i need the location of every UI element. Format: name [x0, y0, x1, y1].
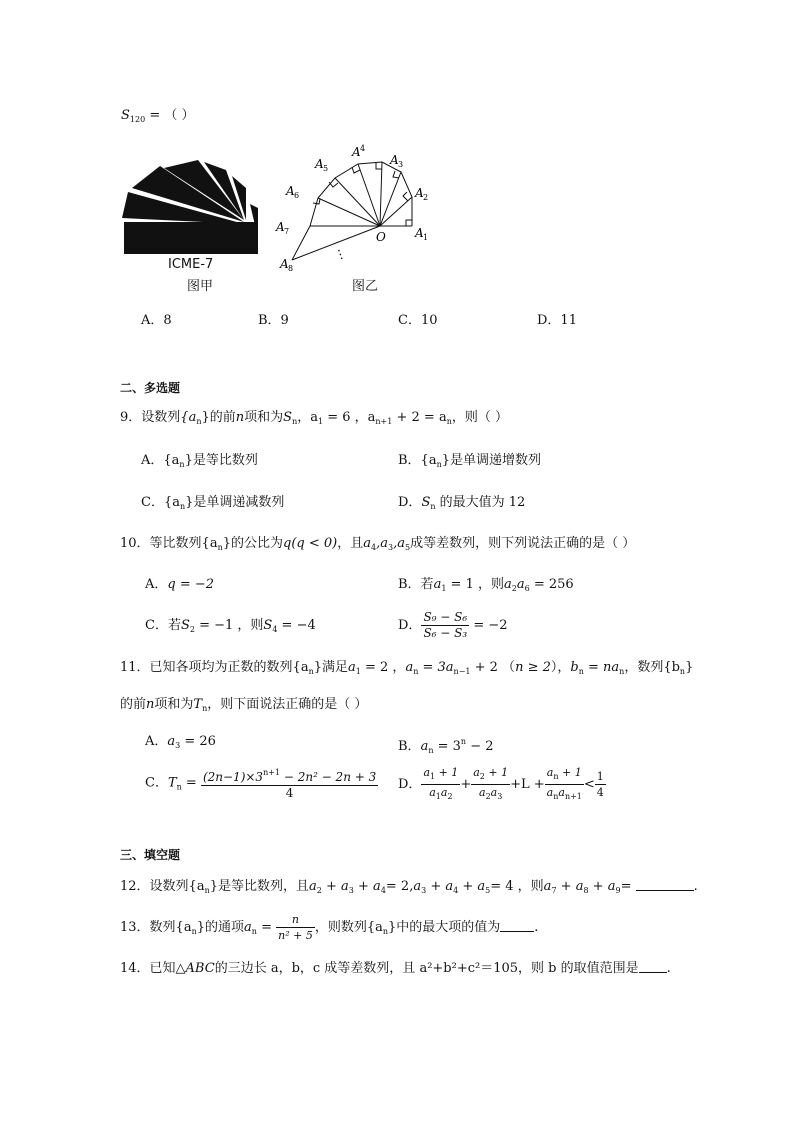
q11-d-frac4-num: 1	[596, 770, 604, 783]
q11-text: 的前	[120, 697, 147, 712]
q13-answer-blank[interactable]	[500, 918, 534, 932]
q9-number: 9．	[120, 410, 142, 425]
q12-math: + a	[556, 879, 584, 894]
q11-b-math: = 3	[433, 739, 461, 754]
q11-sub: n	[679, 667, 686, 676]
figure-yi-spiral	[272, 140, 442, 275]
q9-c-sub: n	[179, 502, 186, 511]
svg-text:2: 2	[423, 193, 429, 202]
q9-text: }	[201, 410, 210, 425]
q12-line	[120, 877, 698, 900]
q9-text: n	[446, 417, 452, 426]
q10-a-label: A．	[145, 577, 168, 592]
q13-text: }的通项	[196, 920, 245, 935]
q10-b-math: = 256	[529, 577, 574, 592]
q10-terms: ,a	[376, 536, 388, 551]
q13-number: 13．	[120, 920, 150, 935]
q10-terms: ,a	[393, 536, 405, 551]
q11-math: T	[193, 697, 203, 712]
q11-sub: 1	[355, 667, 361, 676]
q10-ratio: q(q < 0)	[283, 536, 338, 551]
q13-math: a	[244, 920, 252, 935]
q8-option-d[interactable]: D．11	[537, 313, 577, 328]
q9-b-tail: }是单调递增数列	[441, 453, 542, 468]
q9-text: n	[196, 417, 202, 426]
q10-c-label: C．若	[145, 618, 181, 633]
q11-sub: n	[202, 704, 208, 713]
q8-option-c[interactable]: C．10	[398, 313, 438, 328]
q11-stem-line2	[120, 696, 367, 718]
q9-d-sub: n	[430, 502, 436, 511]
q12-math: + a	[426, 879, 454, 894]
q11-d-frac2	[471, 765, 510, 804]
q8-option-a[interactable]: A．8	[141, 313, 172, 328]
q10-c-sub: 2	[189, 625, 195, 634]
q9-a-text: A．{a	[141, 453, 180, 468]
q11-sub: n−1	[453, 667, 471, 676]
label-a6: A	[286, 184, 295, 198]
q12-sub: 9	[615, 886, 621, 895]
q9-a-tail: }是等比数列	[184, 453, 258, 468]
q12-math: a	[543, 879, 552, 894]
q10-b-sub: 1	[441, 584, 447, 593]
q9-a-sub: n	[179, 460, 185, 469]
q10-b-sub: 2	[511, 584, 517, 593]
q14-answer-blank[interactable]	[639, 959, 667, 973]
q9-option-d[interactable]	[398, 494, 525, 516]
q9-b-sub: n	[436, 460, 442, 469]
q12-sub: 7	[551, 886, 557, 895]
q11-sub: n	[308, 667, 314, 676]
q9-text: n	[235, 410, 245, 425]
q11-math: = na	[583, 660, 620, 675]
figure-jia-logo	[118, 158, 263, 258]
q9-d-text: D．	[398, 495, 422, 510]
q13-line	[120, 912, 538, 948]
q12-math: a	[413, 879, 422, 894]
q13-numerator: n	[276, 912, 315, 928]
q9-option-b[interactable]	[398, 452, 541, 474]
q13-text: 数列{a	[149, 920, 192, 935]
q12-text: = 2,	[385, 879, 414, 894]
q11-c-math: T	[167, 775, 177, 791]
q11-a-math: a	[167, 734, 176, 749]
q12-sub: 4	[453, 886, 459, 895]
q12-text: = 4 ，则	[490, 879, 544, 894]
q12-sub: n	[204, 886, 210, 895]
q9-b-text: B．{a	[398, 453, 437, 468]
q12-math: + a	[458, 879, 486, 894]
q13-sub: n	[191, 927, 197, 936]
q12-sub: 3	[421, 886, 427, 895]
q10-b-math: = 1 ，则	[446, 577, 504, 592]
q9-text: 1	[318, 417, 324, 426]
q10-text: 成等差数列，则下列说法正确的是（ ）	[410, 536, 636, 551]
q10-text: ，且	[337, 536, 364, 551]
q11-text: 已知各项均为正数的数列{a	[149, 660, 309, 675]
q11-sub: n	[619, 667, 625, 676]
q12-text: }是等比数列，且	[209, 879, 310, 894]
q9-d-tail: 的最大值为 12	[435, 495, 526, 510]
q11-b-math: − 2	[466, 739, 494, 754]
q10-sub: 4	[371, 543, 377, 552]
q13-fraction	[276, 912, 315, 943]
q11-c-numerator	[201, 765, 378, 786]
q10-text: }的公比为	[222, 536, 284, 551]
q11-math: a	[405, 660, 414, 675]
q11-a-math: = 26	[180, 734, 216, 749]
label-a5: A	[315, 157, 324, 171]
q11-text: + 2 （	[470, 660, 516, 675]
q10-option-c[interactable]	[145, 617, 316, 639]
q10-option-b[interactable]	[398, 576, 574, 598]
q12-math: a	[309, 879, 317, 894]
q14-text: 的三边长 a，b，c 成等差数列，且 a²+b²+c²＝105，则 b 的取值范围是	[214, 961, 639, 976]
q13-text: .	[534, 920, 539, 935]
q9-text: + 2 = a	[392, 410, 447, 425]
q11-c-numerator-part: − 2n² − 2n + 3	[280, 770, 377, 784]
q9-d-s: S	[421, 495, 431, 510]
icme-logo-text: ICME-7	[168, 257, 214, 272]
q11-text: = 2 ，	[360, 660, 406, 675]
q11-math: a	[348, 660, 356, 675]
continuation-dots: ⋮	[332, 245, 349, 263]
q9-text: {a	[180, 410, 197, 425]
q11-option-c[interactable]	[145, 765, 378, 806]
q12-answer-blank[interactable]	[636, 877, 694, 891]
q11-number: 11．	[120, 660, 150, 675]
q9-text: S	[283, 410, 293, 425]
q11-b-sup: n	[460, 737, 467, 746]
label-o: O	[376, 230, 386, 244]
q11-d-frac1-den: $a_1a_2$	[429, 786, 453, 801]
label-a4: A	[352, 145, 361, 159]
q12-math: + a	[353, 879, 381, 894]
q11-b-math: a	[420, 739, 429, 754]
svg-text:5: 5	[323, 164, 329, 173]
q12-text: 设数列{a	[149, 879, 205, 894]
q11-d-plus: +	[460, 777, 472, 792]
q11-option-a[interactable]	[145, 733, 216, 755]
q11-text: }满足	[313, 660, 349, 675]
q10-b-math: a	[516, 577, 525, 592]
q10-c-math: = −1 ，则	[194, 618, 264, 633]
svg-text:3: 3	[398, 160, 404, 169]
q11-math: n ≥ 2	[515, 660, 551, 675]
q9-text: 设数列	[141, 410, 181, 425]
label-a8: A	[280, 257, 289, 271]
q10-d-label: D．	[398, 618, 422, 633]
q11-d-frac4	[595, 769, 606, 800]
q10-number: 10．	[120, 536, 150, 551]
q11-d-frac1	[421, 765, 460, 804]
s120-symbol: S	[121, 108, 130, 123]
q11-a-label: A．	[145, 734, 168, 749]
q10-c-math: = −4	[277, 618, 316, 633]
svg-text:1: 1	[423, 233, 429, 242]
q14-triangle-name: ABC	[185, 961, 215, 976]
q9-text: n	[292, 417, 298, 426]
q10-terms: a	[363, 536, 372, 551]
q9-text: = 6 ，a	[323, 410, 376, 425]
svg-text:4: 4	[360, 144, 366, 153]
figure-yi-caption: 图乙	[352, 279, 379, 294]
q10-option-d[interactable]	[398, 609, 508, 643]
q10-b-label: B．若	[398, 577, 434, 592]
q12-sub: 5	[485, 886, 491, 895]
q11-c-numerator-part: (2n−1)×3	[202, 770, 264, 784]
q11-stem-line1	[120, 659, 693, 681]
s120-sub: 120	[129, 115, 146, 124]
q11-c-fraction	[201, 765, 378, 801]
q13-denominator: n² + 5	[278, 929, 313, 942]
q14-number: 14．	[120, 961, 150, 976]
q10-b-math: a	[503, 577, 512, 592]
q13-sub: n	[251, 927, 257, 936]
q13-text: =	[256, 920, 277, 935]
q9-text: 的前	[209, 410, 236, 425]
s120-line	[121, 107, 194, 129]
q11-text: ，数列{b	[624, 660, 680, 675]
q9-option-c[interactable]	[141, 494, 284, 516]
q11-sub: n	[413, 667, 419, 676]
q9-c-tail: }是单调递减数列	[185, 495, 285, 510]
q11-d-frac1-num: $a_1 + 1$	[421, 765, 460, 785]
q11-text: ），	[550, 660, 571, 675]
q11-d-ellipsis: +L +	[510, 777, 545, 792]
q11-math: n	[146, 697, 155, 712]
q12-sub: 4	[380, 886, 386, 895]
q13-text: }中的最大项的值为	[388, 920, 501, 935]
q10-d-denominator: S₆ − S₃	[423, 626, 468, 640]
q11-text: }	[685, 660, 694, 675]
q11-sub: n	[578, 667, 584, 676]
q11-c-eq: =	[181, 775, 201, 791]
q11-text: ，则下面说法正确的是（ ）	[207, 697, 368, 712]
q11-d-frac4-den: 4	[596, 786, 604, 799]
q11-d-label: D．	[398, 777, 422, 792]
figure-jia-caption: 图甲	[187, 279, 214, 294]
q12-text: .	[693, 879, 698, 894]
section-multi-choice-heading: 二、多选题	[120, 381, 181, 395]
q10-d-fraction	[421, 610, 469, 641]
q11-c-label: C．	[145, 775, 168, 791]
q13-text: ，则数列{a	[314, 920, 383, 935]
q11-d-lt: <	[583, 777, 595, 792]
q11-option-d[interactable]	[398, 765, 606, 804]
q10-c-math: S	[180, 618, 190, 633]
q12-sub: 3	[348, 886, 354, 895]
q11-c-sup: n+1	[263, 768, 281, 777]
svg-text:8: 8	[288, 264, 294, 273]
label-a2: A	[415, 186, 424, 200]
q11-b-label: B．	[398, 739, 421, 754]
q11-c-denominator: 4	[285, 786, 294, 800]
q10-sub: 3	[388, 543, 394, 552]
q10-b-math: a	[433, 577, 442, 592]
q10-b-sub: 6	[524, 584, 530, 593]
q11-d-frac3-den: $a_na_{n+1}$	[546, 786, 582, 801]
q11-c-sub: n	[176, 782, 182, 792]
s120-tail: = （ ）	[145, 108, 195, 123]
q11-math: b	[570, 660, 579, 675]
q11-d-frac2-den: $a_2a_3$	[479, 786, 503, 801]
q12-math: + a	[321, 879, 349, 894]
q10-c-math: S	[263, 618, 273, 633]
q10-d-numerator: S₉ − S₆	[423, 610, 468, 624]
q14-text: .	[666, 961, 671, 976]
label-a1: A	[415, 226, 424, 240]
q11-text: 项和为	[154, 697, 194, 712]
q9-c-text: C．{a	[141, 495, 180, 510]
q12-sub: 8	[583, 886, 589, 895]
label-a7: A	[276, 220, 285, 234]
q11-math: = 3a	[418, 660, 454, 675]
q11-d-frac2-num: $a_2 + 1$	[471, 765, 510, 785]
q11-d-frac3	[545, 765, 584, 804]
label-a3: A	[390, 153, 399, 167]
q8-option-b[interactable]: B．9	[258, 313, 289, 328]
q10-c-sub: 4	[272, 625, 278, 634]
q12-text: =	[620, 879, 636, 894]
section-fill-blank-heading: 三、填空题	[120, 848, 181, 862]
q9-option-a[interactable]	[141, 452, 258, 474]
q10-option-a[interactable]	[145, 576, 214, 594]
q9-text: n+1	[375, 417, 393, 426]
svg-text:7: 7	[284, 227, 290, 236]
q9-text: ，则（ ）	[451, 410, 508, 425]
q11-d-frac3-num: $a_n + 1$	[545, 765, 584, 785]
q9-text: 项和为	[244, 410, 284, 425]
q10-sub: 5	[404, 543, 411, 552]
q12-math: + a	[588, 879, 616, 894]
q14-line	[120, 959, 671, 978]
q14-text: 已知△	[149, 961, 186, 976]
q10-d-tail: = −2	[469, 618, 508, 633]
q11-option-b[interactable]	[398, 733, 494, 760]
q11-b-sub: n	[428, 746, 434, 755]
q13-sub: n	[382, 927, 388, 936]
q10-stem	[120, 535, 635, 557]
q10-sub: n	[217, 543, 223, 552]
q10-text: 等比数列{a	[149, 536, 218, 551]
q10-a-math: q = −2	[167, 577, 215, 592]
q12-sub: 2	[316, 886, 322, 895]
q9-text: ，a	[297, 410, 318, 425]
q9-stem	[120, 409, 508, 431]
svg-text:6: 6	[294, 191, 300, 200]
q12-number: 12．	[120, 879, 150, 894]
q11-a-sub: 3	[175, 741, 181, 750]
